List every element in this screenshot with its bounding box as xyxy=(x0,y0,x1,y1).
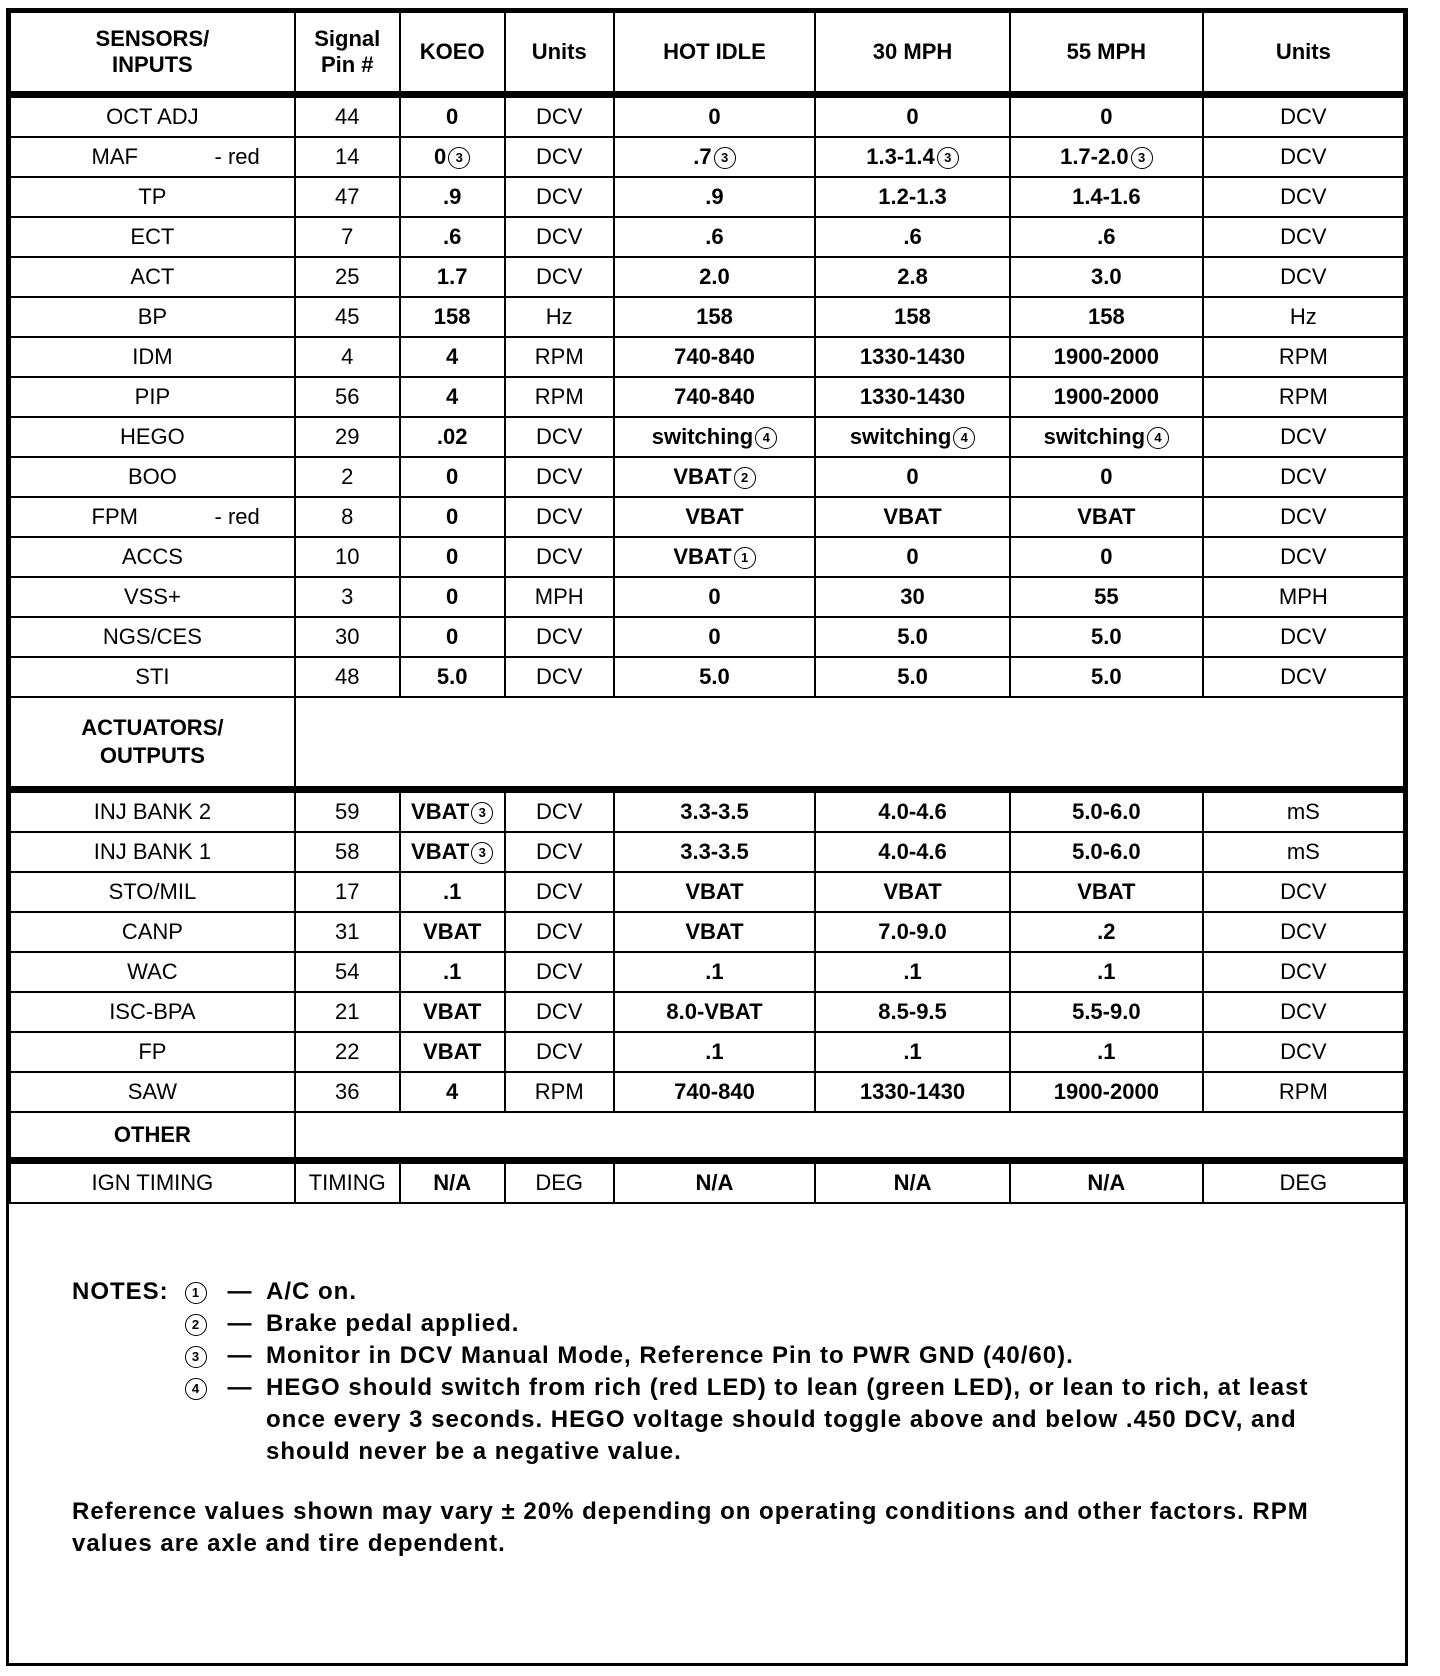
signal-name: BP xyxy=(137,304,168,329)
30-mph-cell: .6 xyxy=(815,217,1010,257)
units-cell-2: DCV xyxy=(1203,137,1404,177)
units-cell: DCV xyxy=(505,912,614,952)
note-number-icon: 2 xyxy=(176,1308,214,1340)
55-mph-cell: .6 xyxy=(1010,217,1203,257)
koeo-cell: .1 xyxy=(400,872,505,912)
signal-name: BOO xyxy=(127,464,177,489)
30-mph-cell: 30 xyxy=(815,577,1010,617)
signal-pin-cell: 44 xyxy=(295,95,400,138)
note-item xyxy=(72,1276,1312,1308)
55-mph-cell: 5.0-6.0 xyxy=(1010,832,1203,872)
notes-label: NOTES: xyxy=(72,1278,169,1305)
koeo-cell: 0 xyxy=(400,457,505,497)
header-koeo: KOEO xyxy=(400,12,505,95)
actuators-section-header xyxy=(10,697,1404,790)
koeo-cell: 0 xyxy=(400,537,505,577)
units-cell: DCV xyxy=(505,832,614,872)
signal-name-cell xyxy=(10,657,295,697)
koeo-cell: .9 xyxy=(400,177,505,217)
note-number-icon: 4 xyxy=(176,1372,214,1468)
note-reference-icon: 3 xyxy=(448,147,470,169)
koeo-cell: .6 xyxy=(400,217,505,257)
table-row xyxy=(10,95,1404,138)
signal-name-cell xyxy=(10,872,295,912)
signal-name: ISC-BPA xyxy=(109,999,196,1024)
table-row xyxy=(10,912,1404,952)
signal-pin-cell: TIMING xyxy=(295,1161,400,1204)
hot-idle-cell: VBAT 1 xyxy=(614,537,815,577)
koeo-cell: VBAT xyxy=(400,1032,505,1072)
signal-name: MAF xyxy=(91,144,138,169)
signal-name-cell xyxy=(10,257,295,297)
note-text: HEGO should switch from rich (red LED) to lean (green LED), or lean to rich, at least once every 3 seconds. HEGO voltage should toggle above and below .450 DCV, and should never be a negative value. xyxy=(266,1374,1309,1465)
units-cell: DCV xyxy=(505,177,614,217)
units-cell: DCV xyxy=(505,537,614,577)
signal-name-cell xyxy=(10,1072,295,1112)
units-cell: Hz xyxy=(505,297,614,337)
signal-pin-cell: 47 xyxy=(295,177,400,217)
koeo-cell: 5.0 xyxy=(400,657,505,697)
hot-idle-cell: .6 xyxy=(614,217,815,257)
koeo-cell: VBAT 3 xyxy=(400,832,505,872)
table-row xyxy=(10,832,1404,872)
hot-idle-cell: VBAT 2 xyxy=(614,457,815,497)
signal-name-cell xyxy=(10,137,295,177)
units-cell: DCV xyxy=(505,217,614,257)
units-cell: DCV xyxy=(505,497,614,537)
hot-idle-cell: 740-840 xyxy=(614,337,815,377)
55-mph-cell: .1 xyxy=(1010,1032,1203,1072)
units-cell-2: DCV xyxy=(1203,217,1404,257)
signal-name: ACT xyxy=(130,264,175,289)
units-cell-2: Hz xyxy=(1203,297,1404,337)
55-mph-cell: VBAT xyxy=(1010,872,1203,912)
55-mph-cell: 1900-2000 xyxy=(1010,377,1203,417)
30-mph-cell: 1330-1430 xyxy=(815,337,1010,377)
dash-separator: — xyxy=(227,1342,253,1369)
signal-pin-cell: 58 xyxy=(295,832,400,872)
signal-name-cell xyxy=(10,377,295,417)
signal-pin-cell: 14 xyxy=(295,137,400,177)
signal-name-cell xyxy=(10,952,295,992)
units-cell-2: DCV xyxy=(1203,912,1404,952)
hot-idle-cell: 2.0 xyxy=(614,257,815,297)
hot-idle-cell: 740-840 xyxy=(614,377,815,417)
signal-pin-cell: 29 xyxy=(295,417,400,457)
hot-idle-cell: .7 3 xyxy=(614,137,815,177)
30-mph-cell: 0 xyxy=(815,95,1010,138)
notes-label xyxy=(72,1372,176,1468)
reference-values-table xyxy=(9,11,1405,1204)
blank-cell xyxy=(295,1112,1404,1161)
signal-name-cell xyxy=(10,1161,295,1204)
header-units: Units xyxy=(505,12,614,95)
55-mph-cell: 1900-2000 xyxy=(1010,1072,1203,1112)
dash-separator: — xyxy=(227,1278,253,1305)
table-row xyxy=(10,790,1404,833)
signal-name: NGS/CES xyxy=(102,624,202,649)
units-cell: DCV xyxy=(505,657,614,697)
table-row xyxy=(10,1072,1404,1112)
units-cell: DCV xyxy=(505,872,614,912)
55-mph-cell: 158 xyxy=(1010,297,1203,337)
other-section-header xyxy=(10,1112,1404,1161)
other-title: OTHER xyxy=(10,1112,295,1161)
signal-pin-cell: 10 xyxy=(295,537,400,577)
signal-name: FP xyxy=(138,1039,167,1064)
units-cell: RPM xyxy=(505,1072,614,1112)
signal-name-cell xyxy=(10,912,295,952)
koeo-cell: 1.7 xyxy=(400,257,505,297)
signal-name: SAW xyxy=(127,1079,178,1104)
koeo-cell: VBAT 3 xyxy=(400,790,505,833)
30-mph-cell: 4.0-4.6 xyxy=(815,790,1010,833)
hot-idle-cell: N/A xyxy=(614,1161,815,1204)
koeo-cell: VBAT xyxy=(400,912,505,952)
koeo-cell: 0 3 xyxy=(400,137,505,177)
koeo-cell: 158 xyxy=(400,297,505,337)
signal-pin-cell: 31 xyxy=(295,912,400,952)
hot-idle-cell: .1 xyxy=(614,952,815,992)
signal-name: IDM xyxy=(132,344,173,369)
hot-idle-cell: VBAT xyxy=(614,912,815,952)
units-cell-2: DCV xyxy=(1203,992,1404,1032)
signal-pin-cell: 59 xyxy=(295,790,400,833)
units-cell-2: DCV xyxy=(1203,95,1404,138)
signal-pin-cell: 21 xyxy=(295,992,400,1032)
koeo-cell: .02 xyxy=(400,417,505,457)
signal-pin-cell: 30 xyxy=(295,617,400,657)
table-row xyxy=(10,377,1404,417)
hot-idle-cell: .1 xyxy=(614,1032,815,1072)
note-reference-icon: 2 xyxy=(734,467,756,489)
signal-name: ACCS xyxy=(121,544,183,569)
units-cell: DCV xyxy=(505,417,614,457)
30-mph-cell: 4.0-4.6 xyxy=(815,832,1010,872)
note-number-icon: 3 xyxy=(176,1340,214,1372)
30-mph-cell: switching 4 xyxy=(815,417,1010,457)
dash-separator: — xyxy=(227,1310,253,1337)
hot-idle-cell: VBAT xyxy=(614,872,815,912)
notes-label xyxy=(72,1340,176,1372)
units-cell: DCV xyxy=(505,1032,614,1072)
55-mph-cell: 5.5-9.0 xyxy=(1010,992,1203,1032)
units-cell: DCV xyxy=(505,790,614,833)
note-reference-icon: 4 xyxy=(755,427,777,449)
signal-name: OCT ADJ xyxy=(106,104,199,129)
30-mph-cell: 1330-1430 xyxy=(815,1072,1010,1112)
signal-pin-cell: 36 xyxy=(295,1072,400,1112)
30-mph-cell: .1 xyxy=(815,1032,1010,1072)
signal-pin-cell: 17 xyxy=(295,872,400,912)
units-cell-2: mS xyxy=(1203,790,1404,833)
55-mph-cell: .1 xyxy=(1010,952,1203,992)
note-reference-icon: 3 xyxy=(1131,147,1153,169)
koeo-cell: VBAT xyxy=(400,992,505,1032)
30-mph-cell: N/A xyxy=(815,1161,1010,1204)
30-mph-cell: 2.8 xyxy=(815,257,1010,297)
units-cell-2: RPM xyxy=(1203,337,1404,377)
note-text: Brake pedal applied. xyxy=(266,1310,520,1337)
55-mph-cell: 3.0 xyxy=(1010,257,1203,297)
table-row xyxy=(10,872,1404,912)
signal-name: IGN TIMING xyxy=(91,1170,214,1195)
units-cell: DCV xyxy=(505,952,614,992)
55-mph-cell: 1.7-2.0 3 xyxy=(1010,137,1203,177)
signal-name-cell xyxy=(10,1032,295,1072)
units-cell-2: DCV xyxy=(1203,457,1404,497)
koeo-cell: .1 xyxy=(400,952,505,992)
signal-name: WAC xyxy=(127,959,178,984)
table-row xyxy=(10,417,1404,457)
30-mph-cell: 0 xyxy=(815,537,1010,577)
units-cell-2: DCV xyxy=(1203,417,1404,457)
koeo-cell: 0 xyxy=(400,577,505,617)
units-cell-2: DCV xyxy=(1203,1032,1404,1072)
signal-name-cell xyxy=(10,537,295,577)
units-cell: RPM xyxy=(505,337,614,377)
signal-name: CANP xyxy=(121,919,183,944)
notes-block xyxy=(72,1276,1312,1560)
header-55-mph: 55 MPH xyxy=(1010,12,1203,95)
signal-name-cell xyxy=(10,790,295,833)
55-mph-cell: 0 xyxy=(1010,537,1203,577)
table-row xyxy=(10,657,1404,697)
signal-pin-cell: 25 xyxy=(295,257,400,297)
signal-pin-cell: 22 xyxy=(295,1032,400,1072)
note-reference-icon: 4 xyxy=(953,427,975,449)
signal-name: HEGO xyxy=(119,424,185,449)
signal-name: FPM xyxy=(91,504,138,529)
table-row xyxy=(10,257,1404,297)
30-mph-cell: .1 xyxy=(815,952,1010,992)
30-mph-cell: 1.3-1.4 3 xyxy=(815,137,1010,177)
hot-idle-cell: 0 xyxy=(614,617,815,657)
signal-name-cell xyxy=(10,832,295,872)
55-mph-cell: 5.0-6.0 xyxy=(1010,790,1203,833)
koeo-cell: N/A xyxy=(400,1161,505,1204)
55-mph-cell: switching 4 xyxy=(1010,417,1203,457)
signal-name: INJ BANK 1 xyxy=(93,839,212,864)
hot-idle-cell: 5.0 xyxy=(614,657,815,697)
hot-idle-cell: 158 xyxy=(614,297,815,337)
dash-separator: — xyxy=(227,1374,253,1401)
30-mph-cell: 1.2-1.3 xyxy=(815,177,1010,217)
signal-name-cell xyxy=(10,497,295,537)
hot-idle-cell: 8.0-VBAT xyxy=(614,992,815,1032)
55-mph-cell: 5.0 xyxy=(1010,657,1203,697)
table-row xyxy=(10,497,1404,537)
table-row xyxy=(10,217,1404,257)
units-cell: DCV xyxy=(505,992,614,1032)
koeo-cell: 4 xyxy=(400,1072,505,1112)
header-signal-pin: Signal Pin # xyxy=(295,12,400,95)
signal-pin-cell: 8 xyxy=(295,497,400,537)
outputs-section xyxy=(10,790,1404,1113)
note-reference-icon: 3 xyxy=(471,842,493,864)
signal-suffix: - red xyxy=(214,144,260,169)
units-cell: DCV xyxy=(505,95,614,138)
units-cell-2: DEG xyxy=(1203,1161,1404,1204)
table-row xyxy=(10,177,1404,217)
units-cell-2: mS xyxy=(1203,832,1404,872)
55-mph-cell: 1900-2000 xyxy=(1010,337,1203,377)
signal-name: INJ BANK 2 xyxy=(93,799,212,824)
blank-cell xyxy=(295,697,1404,790)
table-row xyxy=(10,1161,1404,1204)
note-item xyxy=(72,1340,1312,1372)
55-mph-cell: 0 xyxy=(1010,95,1203,138)
header-30-mph: 30 MPH xyxy=(815,12,1010,95)
signal-name: STI xyxy=(135,664,170,689)
footer-note: Reference values shown may vary ± 20% depending on operating conditions and other factors. RPM values are axle and tire dependent. xyxy=(72,1498,1309,1557)
koeo-cell: 4 xyxy=(400,377,505,417)
other-section xyxy=(10,1161,1404,1204)
hot-idle-cell: 3.3-3.5 xyxy=(614,832,815,872)
signal-name-cell xyxy=(10,617,295,657)
hot-idle-cell: 740-840 xyxy=(614,1072,815,1112)
units-cell: DCV xyxy=(505,617,614,657)
signal-name-cell xyxy=(10,177,295,217)
55-mph-cell: 55 xyxy=(1010,577,1203,617)
signal-name-cell xyxy=(10,417,295,457)
units-cell: DEG xyxy=(505,1161,614,1204)
hot-idle-cell: 0 xyxy=(614,577,815,617)
table-row xyxy=(10,457,1404,497)
table-row xyxy=(10,577,1404,617)
table-row xyxy=(10,617,1404,657)
hot-idle-cell: 3.3-3.5 xyxy=(614,790,815,833)
units-cell: DCV xyxy=(505,457,614,497)
hot-idle-cell: switching 4 xyxy=(614,417,815,457)
signal-name-cell xyxy=(10,577,295,617)
30-mph-cell: 5.0 xyxy=(815,657,1010,697)
signal-pin-cell: 3 xyxy=(295,577,400,617)
header-sensors-inputs: SENSORS/ INPUTS xyxy=(10,12,295,95)
units-cell-2: RPM xyxy=(1203,377,1404,417)
table-row xyxy=(10,952,1404,992)
header-hot-idle: HOT IDLE xyxy=(614,12,815,95)
note-reference-icon: 3 xyxy=(471,802,493,824)
55-mph-cell: 5.0 xyxy=(1010,617,1203,657)
koeo-cell: 0 xyxy=(400,95,505,138)
signal-name: STO/MIL xyxy=(108,879,197,904)
signal-name: VSS+ xyxy=(123,584,181,609)
header-row xyxy=(10,12,1404,95)
signal-name-cell xyxy=(10,457,295,497)
header-units-2: Units xyxy=(1203,12,1404,95)
signal-name-cell xyxy=(10,217,295,257)
note-text: Monitor in DCV Manual Mode, Reference Pin to PWR GND (40/60). xyxy=(266,1342,1074,1369)
units-cell-2: DCV xyxy=(1203,537,1404,577)
table-row xyxy=(10,992,1404,1032)
koeo-cell: 4 xyxy=(400,337,505,377)
units-cell: DCV xyxy=(505,257,614,297)
signal-name-cell xyxy=(10,337,295,377)
units-cell-2: DCV xyxy=(1203,952,1404,992)
units-cell: RPM xyxy=(505,377,614,417)
note-item xyxy=(72,1308,1312,1340)
units-cell-2: DCV xyxy=(1203,177,1404,217)
note-reference-icon: 1 xyxy=(734,547,756,569)
signal-pin-cell: 2 xyxy=(295,457,400,497)
table-row xyxy=(10,337,1404,377)
units-cell-2: DCV xyxy=(1203,257,1404,297)
koeo-cell: 0 xyxy=(400,497,505,537)
units-cell-2: DCV xyxy=(1203,657,1404,697)
table-row xyxy=(10,297,1404,337)
table-row xyxy=(10,137,1404,177)
signal-pin-cell: 56 xyxy=(295,377,400,417)
30-mph-cell: VBAT xyxy=(815,872,1010,912)
notes-label xyxy=(72,1308,176,1340)
units-cell: DCV xyxy=(505,137,614,177)
hot-idle-cell: .9 xyxy=(614,177,815,217)
55-mph-cell: N/A xyxy=(1010,1161,1203,1204)
units-cell: MPH xyxy=(505,577,614,617)
koeo-cell: 0 xyxy=(400,617,505,657)
hot-idle-cell: 0 xyxy=(614,95,815,138)
30-mph-cell: 1330-1430 xyxy=(815,377,1010,417)
units-cell-2: DCV xyxy=(1203,872,1404,912)
note-number-icon: 1 xyxy=(176,1276,214,1308)
signal-name: ECT xyxy=(130,224,175,249)
note-reference-icon: 4 xyxy=(1147,427,1169,449)
units-cell-2: MPH xyxy=(1203,577,1404,617)
units-cell-2: DCV xyxy=(1203,617,1404,657)
55-mph-cell: 0 xyxy=(1010,457,1203,497)
units-cell-2: RPM xyxy=(1203,1072,1404,1112)
signal-name-cell xyxy=(10,297,295,337)
signal-pin-cell: 48 xyxy=(295,657,400,697)
signal-name: PIP xyxy=(134,384,171,409)
signal-name-cell xyxy=(10,95,295,138)
55-mph-cell: .2 xyxy=(1010,912,1203,952)
note-reference-icon: 3 xyxy=(937,147,959,169)
actuators-outputs-title: ACTUATORS/ OUTPUTS xyxy=(10,697,295,790)
units-cell-2: DCV xyxy=(1203,497,1404,537)
hot-idle-cell: VBAT xyxy=(614,497,815,537)
30-mph-cell: 5.0 xyxy=(815,617,1010,657)
note-text: A/C on. xyxy=(266,1278,357,1305)
note-reference-icon: 3 xyxy=(714,147,736,169)
55-mph-cell: VBAT xyxy=(1010,497,1203,537)
inputs-section xyxy=(10,95,1404,698)
signal-pin-cell: 4 xyxy=(295,337,400,377)
30-mph-cell: VBAT xyxy=(815,497,1010,537)
signal-pin-cell: 7 xyxy=(295,217,400,257)
note-item xyxy=(72,1372,1312,1468)
30-mph-cell: 7.0-9.0 xyxy=(815,912,1010,952)
signal-name: TP xyxy=(138,184,167,209)
signal-pin-cell: 45 xyxy=(295,297,400,337)
table-row xyxy=(10,537,1404,577)
signal-pin-cell: 54 xyxy=(295,952,400,992)
signal-name-cell xyxy=(10,992,295,1032)
55-mph-cell: 1.4-1.6 xyxy=(1010,177,1203,217)
table-row xyxy=(10,1032,1404,1072)
30-mph-cell: 8.5-9.5 xyxy=(815,992,1010,1032)
30-mph-cell: 0 xyxy=(815,457,1010,497)
30-mph-cell: 158 xyxy=(815,297,1010,337)
signal-suffix: - red xyxy=(214,504,260,529)
